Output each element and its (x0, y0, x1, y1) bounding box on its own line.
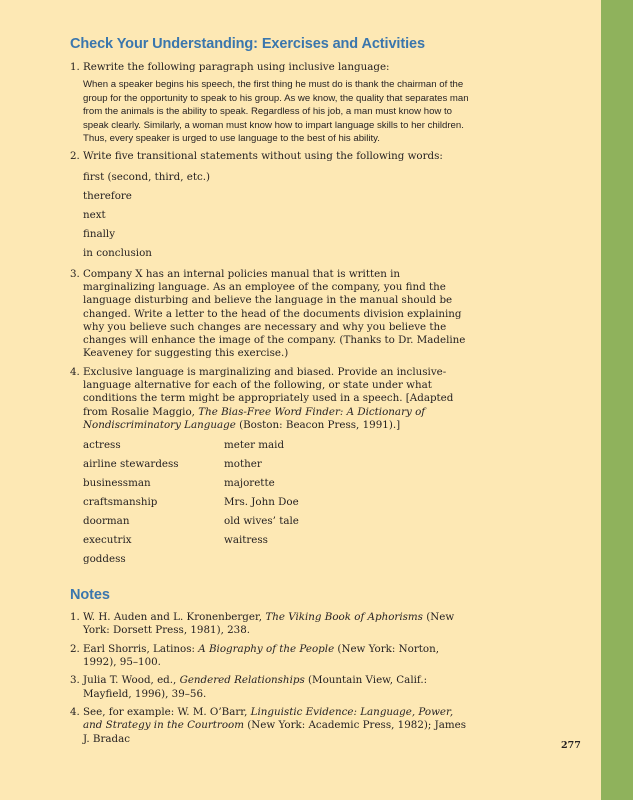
word-list (83, 168, 470, 263)
term-item: goddess (83, 553, 126, 566)
page-number: 277 (561, 740, 581, 751)
note-item (70, 611, 470, 638)
term-item: mother (224, 458, 262, 471)
term-item: majorette (224, 477, 275, 490)
note-text-part: (New York: Dorsett Press, 1981), 238. (83, 611, 455, 637)
note-text (83, 643, 470, 670)
book-title: The Viking Book of Aphorisms (265, 611, 423, 624)
page-content (70, 36, 470, 751)
exercise-text: Company X has an internal policies manual that is written in marginalizing language. As an employee of the company, you find the language disturbing and believe the language in the manual should be changed. Write a letter to the head of the documents division explaining why you believe such changes are necessary and why you believe the changes will enhance the image of the company. (Thanks to Dr. Madeline Keaveney for suggesting this exercise.) (83, 267, 466, 360)
note-item (70, 643, 470, 670)
term-column-1 (83, 436, 224, 569)
exercise-number: 2. (70, 150, 80, 163)
note-text (83, 706, 470, 746)
exercise-number: 1. (70, 61, 80, 73)
note-text-part: W. H. Auden and L. Kronenberger, (83, 611, 266, 624)
term-item: Mrs. John Doe (224, 496, 299, 509)
exercise-list (70, 61, 470, 569)
notes-list (70, 611, 470, 746)
exercise-text-part: (Boston: Beacon Press, 1991).] (235, 418, 401, 431)
book-title: Linguistic Evidence: Language, Power, and Strategy in the Courtroom (83, 705, 454, 732)
term-column-2 (224, 436, 365, 569)
term-item: actress (83, 439, 121, 452)
book-title: Gendered Relationships (179, 674, 305, 687)
sample-paragraph: When a speaker begins his speech, the first thing he must do is thank the chairman of the group for the opportunity to speak to his group. As we know, the quality that separates man from the animals is the ability to speak. Regardless of his job, a man must know how to speak clearly. Similarly, a woman must know how to impart language skills to her children. Thus, every speaker is urged to use language to the best of his ability. (83, 79, 469, 144)
note-text-part: (Mountain View, Calif.: Mayfield, 1996), 39–56. (83, 674, 428, 700)
word-item: in conclusion (83, 246, 152, 259)
term-item: craftsmanship (83, 496, 158, 509)
note-number: 1. (70, 611, 80, 624)
word-item: next (83, 208, 106, 221)
term-item: businessman (83, 477, 151, 490)
note-text (83, 611, 470, 638)
page-edge-band (601, 0, 633, 800)
exercise-text (83, 366, 470, 432)
note-number: 3. (70, 674, 80, 687)
exercise-2 (70, 150, 470, 262)
exercise-3 (70, 268, 470, 361)
term-columns (83, 436, 470, 569)
exercise-prompt: Write five transitional statements without using the following words: (83, 150, 443, 163)
notes-title: Notes (70, 587, 110, 604)
note-text-part: See, for example: W. M. O’Barr, (83, 705, 251, 718)
word-item: therefore (83, 189, 132, 202)
word-item: finally (83, 227, 116, 240)
note-text (83, 674, 470, 701)
term-item: meter maid (224, 439, 285, 452)
exercise-4 (70, 366, 470, 569)
note-text-part: (New York: Norton, 1992), 95–100. (83, 642, 440, 669)
term-item: executrix (83, 534, 132, 547)
term-item: old wives’ tale (224, 515, 299, 528)
term-item: doorman (83, 515, 130, 528)
term-item: waitress (224, 534, 268, 547)
exercise-number: 3. (70, 267, 80, 280)
note-text-part: Julia T. Wood, ed., (83, 674, 180, 687)
book-title: A Biography of the People (198, 642, 335, 655)
book-title: The Bias-Free Word Finder: A Dictionary of Nondiscriminatory Language (83, 405, 426, 431)
note-number: 2. (70, 642, 80, 655)
term-item: airline stewardess (83, 458, 179, 471)
note-text-part: (New York: Academic Press, 1982); James J. Bradac (83, 719, 467, 745)
exercise-1 (70, 61, 470, 145)
note-text-part: Earl Shorris, Latinos: (83, 642, 199, 655)
exercises-title: Check Your Understanding: Exercises and Activities (70, 36, 425, 52)
exercise-number: 4. (70, 365, 80, 378)
exercise-text-part: Exclusive language is marginalizing and biased. Provide an inclusive-language alternative for each of the following, or state under what conditions the term might be appropriately used in a speech. [Adapted from Rosalie Maggio, (83, 365, 454, 418)
note-item (70, 674, 470, 701)
note-number: 4. (70, 705, 80, 718)
note-item (70, 706, 470, 746)
exercise-prompt: Rewrite the following paragraph using inclusive language: (83, 61, 390, 73)
word-item: first (second, third, etc.) (83, 170, 211, 183)
